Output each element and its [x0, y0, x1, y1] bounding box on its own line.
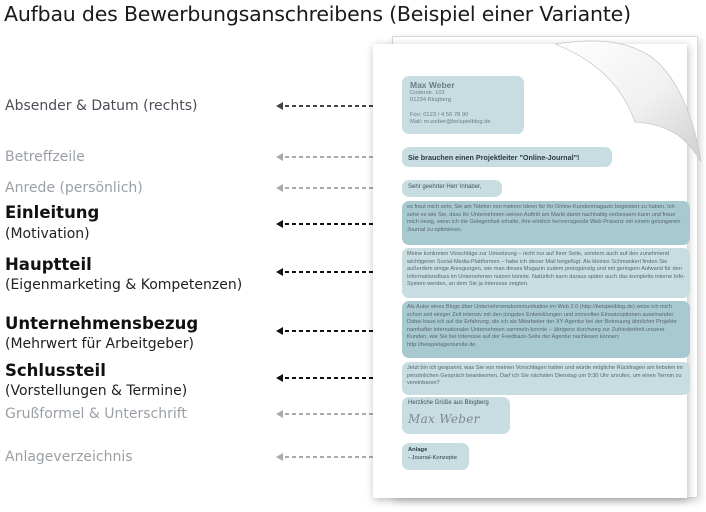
closing-text: Herzliche Grüße aus Blogberg [408, 400, 489, 406]
sender-mail: Mail: m.weber@beispielblog.de [410, 119, 491, 125]
paragraph-schlussteil [402, 362, 690, 395]
closing-block [402, 397, 510, 434]
paragraph-einleitung-text: es freut mich sehr, Sie am Telefon von meinen Ideen für Ihr Online-Kundenmagazin begeistert zu haben. Ich sehe es wie Sie, dass Ihr Unternehmen seinen Auftritt am Markt damit nachhaltig verbessern kann und freue mich riesig, wenn ich die Gelegenheit erhalte, ihre wirklich hervorragende Web-Präsenz mit einem gelungenen Journal zu optimieren. [407, 204, 681, 233]
label-unternehmensbezug-sub: (Mehrwert für Arbeitgeber) [5, 336, 194, 352]
label-anlageverzeichnis: Anlageverzeichnis [5, 449, 133, 465]
greeting-line: Sehr geehrter Herr Inhaber, [402, 180, 502, 197]
page-curl-icon [555, 34, 705, 164]
paragraph-schlussteil-text: Jetzt bin ich gespannt, was Sie von meinen Vorschlägen halten und würde mögliche Rückfragen am liebsten im persönlichen Gespräch beantworten. Darf ich Sie nächsten Dienstag um 9:30 Uhr anrufen, um einen Termin zu vereinbaren? [407, 365, 683, 387]
paragraph-hauptteil [402, 248, 690, 298]
subject-line: Sie brauchen einen Projektleiter "Online-Journal"! [402, 147, 612, 167]
attachment-item: - Journal-Konzepte [408, 454, 457, 461]
sender-block [402, 76, 524, 134]
sender-name: Max Weber [410, 80, 455, 90]
page-title: Aufbau des Bewerbungsanschreibens (Beispiel einer Variante) [4, 2, 631, 26]
attachment-heading: Anlage [408, 447, 428, 453]
label-grussformel: Grußformel & Unterschrift [5, 406, 187, 422]
label-schlussteil: Schlussteil [5, 361, 106, 380]
sender-phone: Fon: 0123 / 4 56 78 90 [410, 112, 469, 118]
attachment-block [402, 443, 469, 470]
label-hauptteil: Hauptteil [5, 255, 92, 274]
label-anrede: Anrede (persönlich) [5, 180, 143, 196]
label-absender: Absender & Datum (rechts) [5, 98, 198, 114]
label-betreff: Betreffzeile [5, 149, 85, 165]
label-hauptteil-sub: (Eigenmarketing & Kompetenzen) [5, 277, 243, 293]
signature: Max Weber [408, 412, 480, 426]
label-einleitung: Einleitung [5, 203, 100, 222]
sender-street: Coderstr. 101 [410, 90, 445, 96]
sender-city: 01234 Blogberg [410, 97, 451, 103]
paragraph-hauptteil-text: Meine konkreten Vorschläge zur Umsetzung – nicht nur auf Ihrer Seite, sondern auch auf den zunehmend wichtigeren Social-Media-Plattformen – habe ich dieser Mail beigefügt. Als kleines Schmankerl finden Sie außerdem einige Anregungen, wie man dieses Magazin zudem preisgünstig und mit geringem Aufwand für den Informationsfluss im Unternehmen nutzen könnte. Natürlich kann daraus später auch das komplette interne Info-System werden, an dem Sie ja Interesse zeigten. [407, 251, 685, 288]
label-unternehmensbezug: Unternehmensbezug [5, 314, 199, 333]
paragraph-unternehmensbezug [402, 301, 690, 358]
paragraph-unternehmensbezug-text: Als Autor eines Blogs über Unternehmenskommunikation im Web 2.0 (http://beispielblog.de) setze ich mich schon seit einiger Zeit intensiv mit den jüngsten Entwicklungen und sinnvollen Einsatzoptionen auseinander. Dabei baue ich auf die Erfahrung, die ich als Mitarbeiter der XY-Agentur bei der Betreuung ähnlicher Projekte namhafter internationaler Unternehmen sammeln konnte – übrigens durchweg zur Zufriedenheit unserer Kunden, wie Sie bei Interesse auf der Feedback-Seite der Agentur nachlesen können: http://beispielagentursite.de. [407, 304, 677, 348]
label-schlussteil-sub: (Vorstellungen & Termine) [5, 383, 188, 399]
paragraph-einleitung [402, 201, 690, 245]
label-einleitung-sub: (Motivation) [5, 226, 90, 242]
